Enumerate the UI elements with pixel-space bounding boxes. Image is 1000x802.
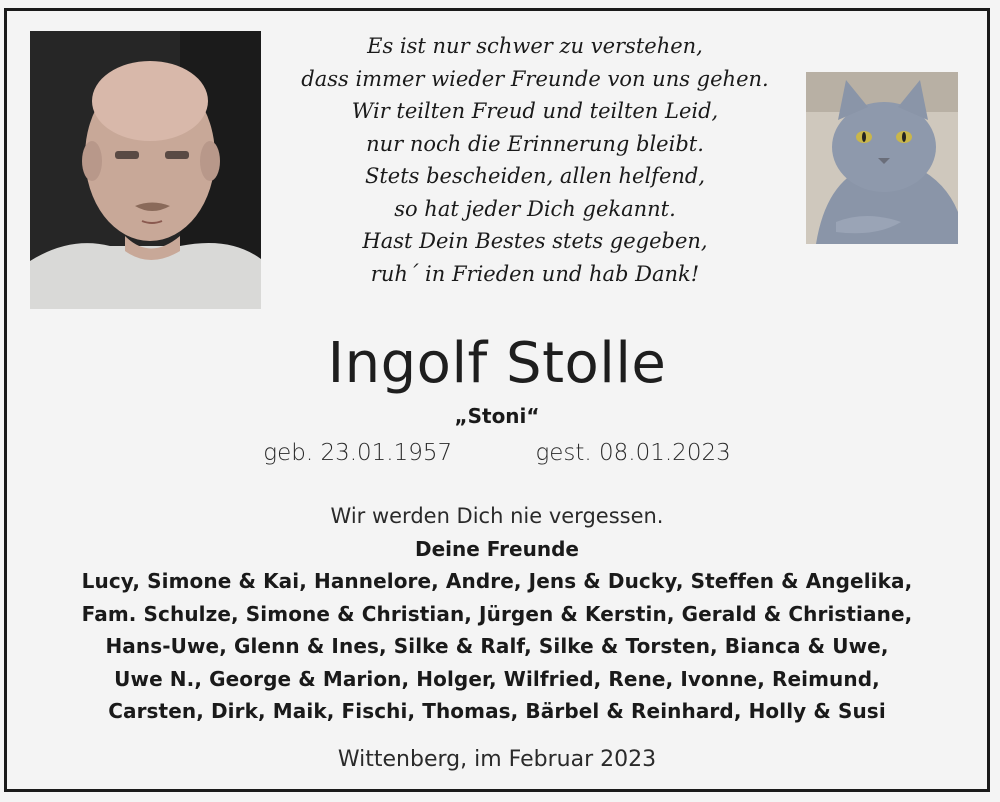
nickname: „Stoni“ xyxy=(454,404,540,428)
poem-line: dass immer wieder Freunde von uns gehen. xyxy=(301,66,769,91)
poem xyxy=(270,30,800,290)
poem-line: Wir teilten Freud und teilten Leid, xyxy=(351,99,719,123)
friends-line: Fam. Schulze, Simone & Christian, Jürgen & Kerstin, Gerald & Christiane, xyxy=(81,601,913,626)
birth-date: geb. 23.01.1957 xyxy=(263,440,453,466)
friends-list xyxy=(0,565,994,728)
deceased-name: Ingolf Stolle xyxy=(327,331,667,396)
friends-line: Uwe N., George & Marion, Holger, Wilfried, Rene, Ivonne, Reimund, xyxy=(114,666,880,691)
friends-line: Lucy, Simone & Kai, Hannelore, Andre, Jens & Ducky, Steffen & Angelika, xyxy=(81,569,913,593)
death-date: gest. 08.01.2023 xyxy=(535,440,731,466)
cat-photo xyxy=(806,72,958,244)
cat-image xyxy=(806,72,958,244)
portrait-image xyxy=(30,31,261,309)
remembrance-line: Wir werden Dich nie vergessen. xyxy=(330,504,664,528)
poem-line: Es ist nur schwer zu verstehen, xyxy=(367,34,703,58)
life-dates xyxy=(0,440,994,466)
friends-heading: Deine Freunde xyxy=(415,537,579,561)
place-and-date: Wittenberg, im Februar 2023 xyxy=(337,747,657,772)
poem-line: ruh´ in Frieden und hab Dank! xyxy=(370,261,700,286)
poem-line: nur noch die Erinnerung bleibt. xyxy=(366,131,704,156)
poem-line: so hat jeder Dich gekannt. xyxy=(394,196,676,221)
poem-line: Stets bescheiden, allen helfend, xyxy=(364,164,706,188)
poem-line: Hast Dein Bestes stets gegeben, xyxy=(362,229,708,253)
friends-line: Hans-Uwe, Glenn & Ines, Silke & Ralf, Silke & Torsten, Bianca & Uwe, xyxy=(105,634,889,658)
portrait-photo xyxy=(30,31,261,309)
friends-line: Carsten, Dirk, Maik, Fischi, Thomas, Bärbel & Reinhard, Holly & Susi xyxy=(108,699,886,723)
